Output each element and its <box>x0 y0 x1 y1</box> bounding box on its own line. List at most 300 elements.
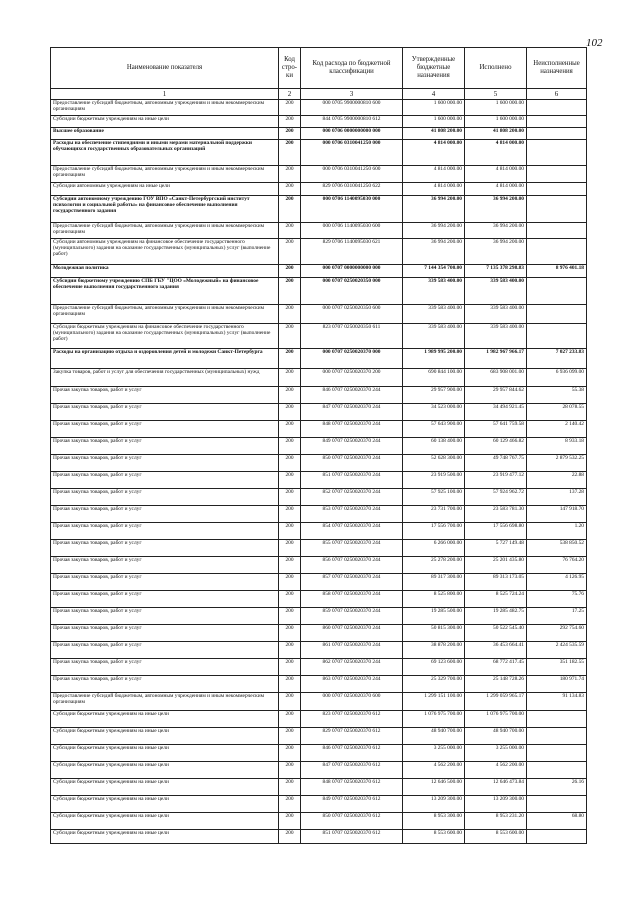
row-name: Молодежная политика <box>51 265 279 278</box>
row-line-code: 200 <box>279 349 301 369</box>
table-row <box>51 557 587 574</box>
row-executed: 4 814 000.00 <box>465 140 527 166</box>
row-line-code: 200 <box>279 239 301 265</box>
row-unexecuted: 17.25 <box>527 608 587 625</box>
row-name: Субсидии бюджетным учреждениям на иные цели <box>51 830 279 844</box>
row-executed: 339 583 400.00 <box>465 278 527 305</box>
row-executed: 36 994 200.00 <box>465 239 527 265</box>
row-class-code: 000 0706 0310041250 600 <box>301 166 403 183</box>
table-row <box>51 779 587 796</box>
row-approved: 23 731 700.00 <box>403 506 465 523</box>
row-name: Субсидии бюджетному учреждению СПБ ГБУ "ЦОО «Молодежный» на финансовое обеспечение выполнения государственного задания <box>51 278 279 305</box>
row-executed: 683 908 001.00 <box>465 369 527 387</box>
row-unexecuted <box>527 196 587 223</box>
row-line-code: 200 <box>279 574 301 591</box>
row-class-code: 858 0707 0250020370 244 <box>301 591 403 608</box>
row-executed: 1 299 059 965.17 <box>465 693 527 711</box>
row-name: Субсидии автономному учреждению ГОУ ВПО «Санкт-Петербургский институт психологии и социальной работы» на финансовое обеспечение выполнения государственного задания <box>51 196 279 223</box>
row-approved: 8 953 300.00 <box>403 813 465 830</box>
table-row <box>51 762 587 779</box>
row-approved: 69 123 600.00 <box>403 659 465 676</box>
column-number: 5 <box>465 89 527 100</box>
row-line-code: 200 <box>279 278 301 305</box>
row-unexecuted <box>527 324 587 349</box>
table-row <box>51 625 587 642</box>
header-line-code: Код стро-ки <box>279 48 301 89</box>
row-unexecuted: 6 936 099.00 <box>527 369 587 387</box>
row-unexecuted: 26.16 <box>527 779 587 796</box>
row-name: Прочая закупка товаров, работ и услуг <box>51 608 279 625</box>
table-row <box>51 455 587 472</box>
table-row <box>51 830 587 844</box>
row-executed: 8 553 600.00 <box>465 830 527 844</box>
row-class-code: 829 0706 1140095030 621 <box>301 239 403 265</box>
row-name: Субсидии автономным учреждениям на финансовое обеспечение государственного (муниципального) задания на оказание государственных (муниципальных) услуг (выполнение работ) <box>51 239 279 265</box>
table-row <box>51 659 587 676</box>
row-class-code: 000 0706 0000000000 000 <box>301 128 403 140</box>
budget-execution-table <box>50 47 587 844</box>
table-row <box>51 140 587 166</box>
table-row <box>51 591 587 608</box>
row-executed: 57 924 962.72 <box>465 489 527 506</box>
row-unexecuted: 28 078.55 <box>527 404 587 421</box>
row-class-code: 000 0707 0250020370 600 <box>301 693 403 711</box>
row-executed: 23 919 477.12 <box>465 472 527 489</box>
row-class-code: 860 0707 0250020370 244 <box>301 625 403 642</box>
row-executed: 36 453 664.41 <box>465 642 527 659</box>
row-class-code: 823 0707 0250020370 612 <box>301 711 403 728</box>
row-executed: 19 285 482.75 <box>465 608 527 625</box>
row-line-code: 200 <box>279 140 301 166</box>
row-line-code: 200 <box>279 472 301 489</box>
row-class-code: 829 0706 0310041250 622 <box>301 183 403 196</box>
row-line-code: 200 <box>279 404 301 421</box>
row-line-code: 200 <box>279 166 301 183</box>
column-number: 6 <box>527 89 587 100</box>
table-row <box>51 404 587 421</box>
table-row <box>51 506 587 523</box>
row-approved: 25 278 200.00 <box>403 557 465 574</box>
row-unexecuted: 8 976 401.18 <box>527 265 587 278</box>
row-class-code: 853 0707 0250020370 244 <box>301 506 403 523</box>
row-name: Прочая закупка товаров, работ и услуг <box>51 404 279 421</box>
row-executed: 1 600 000.00 <box>465 100 527 116</box>
row-class-code: 851 0707 0250020370 612 <box>301 830 403 844</box>
table-row <box>51 421 587 438</box>
table-row <box>51 387 587 404</box>
column-number: 4 <box>403 89 465 100</box>
table-row <box>51 523 587 540</box>
row-class-code: 844 0705 9900000810 612 <box>301 116 403 128</box>
row-executed: 4 814 000.00 <box>465 183 527 196</box>
table-row <box>51 183 587 196</box>
row-name: Прочая закупка товаров, работ и услуг <box>51 642 279 659</box>
row-unexecuted <box>527 128 587 140</box>
row-unexecuted <box>527 278 587 305</box>
row-name: Расходы на обеспечение стипендиями и иными мерами материальной поддержки обучающихся государственных образовательных организаций <box>51 140 279 166</box>
table-row <box>51 676 587 693</box>
row-class-code: 847 0707 0250020370 612 <box>301 762 403 779</box>
row-approved: 48 940 700.00 <box>403 728 465 745</box>
row-unexecuted: 8 933.18 <box>527 438 587 455</box>
table-row <box>51 642 587 659</box>
table-row <box>51 489 587 506</box>
row-approved: 12 646 500.00 <box>403 779 465 796</box>
row-unexecuted: 147 918.70 <box>527 506 587 523</box>
header-unexecuted: Неисполненные назначения <box>527 48 587 89</box>
row-approved: 339 583 400.00 <box>403 324 465 349</box>
row-unexecuted: 538 850.52 <box>527 540 587 557</box>
row-class-code: 000 0707 0250020350 600 <box>301 305 403 324</box>
row-approved: 3 255 000.00 <box>403 745 465 762</box>
row-class-code: 852 0707 0250020370 244 <box>301 489 403 506</box>
row-name: Прочая закупка товаров, работ и услуг <box>51 540 279 557</box>
table-row <box>51 223 587 239</box>
row-name: Субсидии бюджетным учреждениям на иные цели <box>51 762 279 779</box>
row-approved: 25 329 700.00 <box>403 676 465 693</box>
row-line-code: 200 <box>279 693 301 711</box>
row-name: Высшее образование <box>51 128 279 140</box>
row-approved: 4 562 200.00 <box>403 762 465 779</box>
row-executed: 8 953 231.20 <box>465 813 527 830</box>
row-executed: 12 646 473.84 <box>465 779 527 796</box>
row-executed: 49 748 767.75 <box>465 455 527 472</box>
row-name: Прочая закупка товаров, работ и услуг <box>51 421 279 438</box>
row-approved: 4 814 000.00 <box>403 166 465 183</box>
row-line-code: 200 <box>279 369 301 387</box>
row-approved: 1 076 975 700.00 <box>403 711 465 728</box>
row-executed: 339 583 400.00 <box>465 324 527 349</box>
row-class-code: 850 0707 0250020370 612 <box>301 813 403 830</box>
table-row <box>51 305 587 324</box>
row-executed: 3 255 000.00 <box>465 745 527 762</box>
row-unexecuted <box>527 305 587 324</box>
row-approved: 57 925 100.00 <box>403 489 465 506</box>
column-number: 1 <box>51 89 279 100</box>
row-name: Прочая закупка товаров, работ и услуг <box>51 659 279 676</box>
row-line-code: 200 <box>279 100 301 116</box>
row-approved: 23 919 500.00 <box>403 472 465 489</box>
row-line-code: 200 <box>279 557 301 574</box>
row-class-code: 846 0707 0250020370 244 <box>301 387 403 404</box>
row-approved: 4 814 000.00 <box>403 140 465 166</box>
row-unexecuted: 2 879 532.25 <box>527 455 587 472</box>
row-executed: 41 808 200.00 <box>465 128 527 140</box>
row-executed: 36 994 200.00 <box>465 223 527 239</box>
row-name: Субсидии бюджетным учреждениям на иные цели <box>51 728 279 745</box>
row-line-code: 200 <box>279 387 301 404</box>
row-unexecuted: 292 754.60 <box>527 625 587 642</box>
row-class-code: 000 0707 0250020350 000 <box>301 278 403 305</box>
row-class-code: 861 0707 0250020370 244 <box>301 642 403 659</box>
row-line-code: 200 <box>279 625 301 642</box>
row-class-code: 829 0707 0250020370 612 <box>301 728 403 745</box>
row-executed: 25 201 435.80 <box>465 557 527 574</box>
row-line-code: 200 <box>279 196 301 223</box>
column-number-row <box>51 89 587 100</box>
row-name: Предоставление субсидий бюджетным, автономным учреждениям и иным некоммерческим организациям <box>51 693 279 711</box>
row-executed: 29 957 844.62 <box>465 387 527 404</box>
row-approved: 1 989 995 200.00 <box>403 349 465 369</box>
row-executed: 57 641 759.58 <box>465 421 527 438</box>
row-line-code: 200 <box>279 728 301 745</box>
row-executed: 339 583 400.00 <box>465 305 527 324</box>
row-unexecuted <box>527 830 587 844</box>
row-approved: 7 144 354 700.00 <box>403 265 465 278</box>
column-number: 3 <box>301 89 403 100</box>
row-line-code: 200 <box>279 116 301 128</box>
row-name: Субсидии автономным учреждениям на иные цели <box>51 183 279 196</box>
row-line-code: 200 <box>279 642 301 659</box>
table-row <box>51 278 587 305</box>
row-line-code: 200 <box>279 128 301 140</box>
row-line-code: 200 <box>279 455 301 472</box>
row-name: Субсидии бюджетным учреждениям на иные цели <box>51 779 279 796</box>
row-unexecuted <box>527 796 587 813</box>
row-approved: 13 209 300.00 <box>403 796 465 813</box>
row-executed: 48 940 700.00 <box>465 728 527 745</box>
table-row <box>51 745 587 762</box>
row-executed: 17 556 698.80 <box>465 523 527 540</box>
row-unexecuted <box>527 762 587 779</box>
table-body <box>51 100 587 844</box>
row-class-code: 846 0707 0250020370 612 <box>301 745 403 762</box>
row-name: Предоставление субсидий бюджетным, автономным учреждениям и иным некоммерческим организациям <box>51 305 279 324</box>
row-name: Прочая закупка товаров, работ и услуг <box>51 523 279 540</box>
row-class-code: 849 0707 0250020370 244 <box>301 438 403 455</box>
table-row <box>51 239 587 265</box>
row-executed: 50 522 545.40 <box>465 625 527 642</box>
row-class-code: 000 0706 0310041250 000 <box>301 140 403 166</box>
row-approved: 36 994 200.00 <box>403 239 465 265</box>
row-name: Предоставление субсидий бюджетным, автономным учреждениям и иным некоммерческим организациям <box>51 166 279 183</box>
row-approved: 1 600 000.00 <box>403 116 465 128</box>
row-name: Прочая закупка товаров, работ и услуг <box>51 676 279 693</box>
row-approved: 19 285 500.00 <box>403 608 465 625</box>
column-number: 2 <box>279 89 301 100</box>
row-approved: 36 994 200.00 <box>403 196 465 223</box>
row-line-code: 200 <box>279 779 301 796</box>
row-name: Предоставление субсидий бюджетным, автономным учреждениям и иным некоммерческим организациям <box>51 223 279 239</box>
table-row <box>51 728 587 745</box>
row-class-code: 850 0707 0250020370 244 <box>301 455 403 472</box>
row-line-code: 200 <box>279 324 301 349</box>
row-unexecuted: 4 126.95 <box>527 574 587 591</box>
row-unexecuted: 55.38 <box>527 387 587 404</box>
row-approved: 339 583 400.00 <box>403 305 465 324</box>
row-unexecuted: 180 971.74 <box>527 676 587 693</box>
row-line-code: 200 <box>279 305 301 324</box>
table-row <box>51 100 587 116</box>
row-line-code: 200 <box>279 830 301 844</box>
row-unexecuted: 22.88 <box>527 472 587 489</box>
row-line-code: 200 <box>279 265 301 278</box>
row-line-code: 200 <box>279 676 301 693</box>
row-line-code: 200 <box>279 438 301 455</box>
row-unexecuted <box>527 166 587 183</box>
row-executed: 4 562 200.00 <box>465 762 527 779</box>
row-class-code: 862 0707 0250020370 244 <box>301 659 403 676</box>
row-executed: 34 494 921.45 <box>465 404 527 421</box>
row-name: Субсидии бюджетным учреждениям на иные цели <box>51 116 279 128</box>
row-unexecuted: 75.76 <box>527 591 587 608</box>
row-approved: 17 556 700.00 <box>403 523 465 540</box>
table-row <box>51 574 587 591</box>
table-row <box>51 369 587 387</box>
row-approved: 41 808 200.00 <box>403 128 465 140</box>
row-name: Прочая закупка товаров, работ и услуг <box>51 574 279 591</box>
row-executed: 8 525 724.24 <box>465 591 527 608</box>
row-executed: 36 994 200.00 <box>465 196 527 223</box>
row-approved: 690 844 100.00 <box>403 369 465 387</box>
row-unexecuted <box>527 223 587 239</box>
row-class-code: 000 0705 9900000810 600 <box>301 100 403 116</box>
row-class-code: 856 0707 0250020370 244 <box>301 557 403 574</box>
row-name: Прочая закупка товаров, работ и услуг <box>51 625 279 642</box>
row-name: Закупка товаров, работ и услуг для обеспечения государственных (муниципальных) нужд <box>51 369 279 387</box>
page-number: 102 <box>586 37 603 49</box>
row-unexecuted: 1.20 <box>527 523 587 540</box>
row-class-code: 000 0707 0000000000 000 <box>301 265 403 278</box>
row-name: Прочая закупка товаров, работ и услуг <box>51 557 279 574</box>
row-name: Субсидии бюджетным учреждениям на иные цели <box>51 745 279 762</box>
row-unexecuted: 2 424 535.59 <box>527 642 587 659</box>
row-unexecuted <box>527 711 587 728</box>
row-name: Субсидии бюджетным учреждениям на иные цели <box>51 711 279 728</box>
row-approved: 50 815 300.00 <box>403 625 465 642</box>
row-unexecuted: 68.80 <box>527 813 587 830</box>
row-unexecuted <box>527 140 587 166</box>
row-class-code: 848 0707 0250020370 244 <box>301 421 403 438</box>
row-executed: 25 148 728.26 <box>465 676 527 693</box>
table-row <box>51 711 587 728</box>
row-executed: 89 313 173.05 <box>465 574 527 591</box>
table-row <box>51 438 587 455</box>
row-executed: 7 135 378 298.83 <box>465 265 527 278</box>
row-line-code: 200 <box>279 659 301 676</box>
row-unexecuted <box>527 745 587 762</box>
row-executed: 1 076 975 700.00 <box>465 711 527 728</box>
row-unexecuted <box>527 100 587 116</box>
row-line-code: 200 <box>279 223 301 239</box>
row-approved: 8 553 600.00 <box>403 830 465 844</box>
table-row <box>51 693 587 711</box>
row-line-code: 200 <box>279 796 301 813</box>
row-name: Предоставление субсидий бюджетным, автономным учреждениям и иным некоммерческим организациям <box>51 100 279 116</box>
table-row <box>51 540 587 557</box>
table-row <box>51 196 587 223</box>
row-name: Прочая закупка товаров, работ и услуг <box>51 489 279 506</box>
row-class-code: 847 0707 0250020370 244 <box>301 404 403 421</box>
row-class-code: 000 0707 0250020370 200 <box>301 369 403 387</box>
row-unexecuted: 76 764.20 <box>527 557 587 574</box>
table-row <box>51 166 587 183</box>
row-executed: 1 982 967 966.17 <box>465 349 527 369</box>
row-class-code: 848 0707 0250020370 612 <box>301 779 403 796</box>
table-row <box>51 265 587 278</box>
row-name: Субсидии бюджетным учреждениям на иные цели <box>51 813 279 830</box>
row-line-code: 200 <box>279 762 301 779</box>
row-unexecuted: 351 182.55 <box>527 659 587 676</box>
row-executed: 60 129 466.82 <box>465 438 527 455</box>
row-class-code: 000 0706 1140095030 600 <box>301 223 403 239</box>
row-executed: 1 600 000.00 <box>465 116 527 128</box>
row-approved: 4 814 000.00 <box>403 183 465 196</box>
row-line-code: 200 <box>279 608 301 625</box>
row-unexecuted: 137.28 <box>527 489 587 506</box>
table-row <box>51 128 587 140</box>
row-class-code: 000 0707 0250020370 000 <box>301 349 403 369</box>
row-name: Субсидии бюджетным учреждениям на иные цели <box>51 796 279 813</box>
row-line-code: 200 <box>279 523 301 540</box>
header-approved: Утвержденные бюджетные назначения <box>403 48 465 89</box>
row-unexecuted <box>527 239 587 265</box>
header-executed: Исполнено <box>465 48 527 89</box>
table-row <box>51 608 587 625</box>
row-name: Расходы на организацию отдыха и оздоровления детей и молодежи Санкт-Петербурга <box>51 349 279 369</box>
row-approved: 1 600 000.00 <box>403 100 465 116</box>
row-approved: 339 583 400.00 <box>403 278 465 305</box>
row-line-code: 200 <box>279 540 301 557</box>
row-approved: 8 525 800.00 <box>403 591 465 608</box>
row-name: Субсидии бюджетным учреждениям на финансовое обеспечение государственного (муниципального) задания на оказание государственных (муниципальных) услуг (выполнение работ) <box>51 324 279 349</box>
row-approved: 34 523 000.00 <box>403 404 465 421</box>
row-class-code: 851 0707 0250020370 244 <box>301 472 403 489</box>
row-line-code: 200 <box>279 183 301 196</box>
row-executed: 23 583 781.30 <box>465 506 527 523</box>
row-executed: 5 727 149.48 <box>465 540 527 557</box>
row-unexecuted <box>527 183 587 196</box>
row-unexecuted <box>527 116 587 128</box>
row-class-code: 857 0707 0250020370 244 <box>301 574 403 591</box>
table-row <box>51 349 587 369</box>
table-row <box>51 813 587 830</box>
row-line-code: 200 <box>279 489 301 506</box>
row-approved: 29 957 900.00 <box>403 387 465 404</box>
row-approved: 57 643 900.00 <box>403 421 465 438</box>
row-class-code: 859 0707 0250020370 244 <box>301 608 403 625</box>
row-name: Прочая закупка товаров, работ и услуг <box>51 438 279 455</box>
header-class-code: Код расхода по бюджетной классификации <box>301 48 403 89</box>
table-row <box>51 472 587 489</box>
row-name: Прочая закупка товаров, работ и услуг <box>51 455 279 472</box>
row-class-code: 823 0707 0250020350 611 <box>301 324 403 349</box>
row-class-code: 855 0707 0250020370 244 <box>301 540 403 557</box>
table-row <box>51 796 587 813</box>
row-line-code: 200 <box>279 421 301 438</box>
row-executed: 4 814 000.00 <box>465 166 527 183</box>
row-executed: 13 209 300.00 <box>465 796 527 813</box>
row-line-code: 200 <box>279 591 301 608</box>
row-approved: 52 628 300.00 <box>403 455 465 472</box>
row-approved: 6 266 000.00 <box>403 540 465 557</box>
table-row <box>51 116 587 128</box>
row-line-code: 200 <box>279 813 301 830</box>
row-unexecuted: 91 134.83 <box>527 693 587 711</box>
row-approved: 60 138 400.00 <box>403 438 465 455</box>
row-class-code: 849 0707 0250020370 612 <box>301 796 403 813</box>
row-class-code: 000 0706 1140095030 000 <box>301 196 403 223</box>
row-class-code: 863 0707 0250020370 244 <box>301 676 403 693</box>
row-line-code: 200 <box>279 745 301 762</box>
row-unexecuted: 7 027 233.83 <box>527 349 587 369</box>
row-name: Прочая закупка товаров, работ и услуг <box>51 591 279 608</box>
table-row <box>51 324 587 349</box>
row-approved: 1 299 151 100.00 <box>403 693 465 711</box>
row-executed: 68 772 417.45 <box>465 659 527 676</box>
row-unexecuted: 2 140.42 <box>527 421 587 438</box>
row-line-code: 200 <box>279 711 301 728</box>
